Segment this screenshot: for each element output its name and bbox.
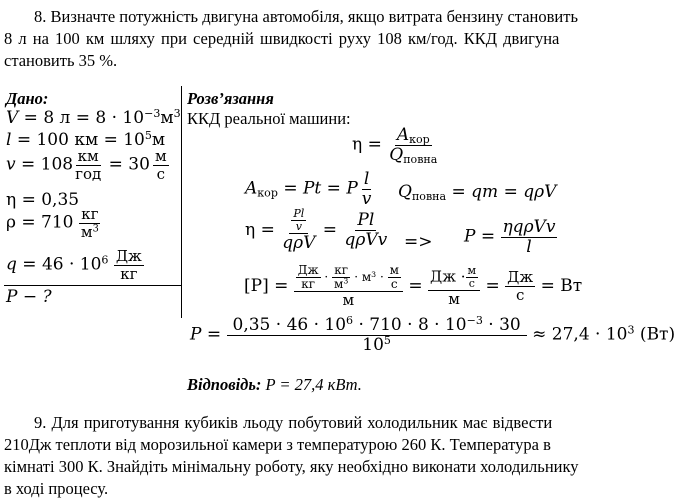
formula-work-eq2: =	[321, 178, 347, 199]
formula-heat-var: Q	[398, 182, 412, 202]
units-num-kg: кг	[301, 277, 316, 292]
implies-arrow: =>	[404, 232, 433, 252]
formula-power-lhs: P =	[464, 226, 501, 247]
formula-efficiency-num-sub: кор	[409, 132, 430, 146]
calc-num-e2: −3	[466, 313, 483, 327]
units-dot: ·	[324, 270, 329, 285]
calc-den: 10	[362, 334, 384, 355]
formula-total-heat	[398, 182, 556, 202]
problem8-line3: становить 35 %.	[4, 51, 118, 70]
given-density-var: ρ	[6, 212, 16, 233]
formula-eff2-inner-den: v	[295, 220, 302, 234]
units-den-m: м	[342, 291, 355, 310]
given-speed-ms-num: м	[154, 147, 167, 165]
given-speed-kmh-den: год	[75, 164, 102, 183]
formula-eff2-inner-num: Pl	[293, 207, 305, 220]
solution-heading: Розв’язання	[187, 89, 274, 108]
units-r2-num: Дж	[507, 268, 534, 287]
calc-num-b: · 710 · 8 · 10	[353, 315, 467, 335]
formula-work-eq1: =	[277, 178, 303, 199]
given-efficiency-var: η	[6, 190, 17, 210]
formula-useful-work	[245, 170, 373, 208]
given-speed-eq: = 108	[15, 154, 74, 175]
calc-unit: (Вт)	[634, 324, 675, 345]
formula-power	[464, 218, 557, 256]
formula-efficiency-lhs: η =	[352, 134, 382, 155]
problem9-line4: в ході процесу.	[4, 479, 109, 498]
calc-approx-e: 3	[627, 323, 635, 337]
units-r2-den: с	[515, 285, 525, 304]
given-heading: Дано:	[6, 89, 49, 108]
given-heat-var: q	[6, 254, 17, 275]
formula-work-sub: кор	[257, 186, 278, 200]
problem8-line1: 8. Визначте потужність двигуна автомобіля, якщо витрата бензину становить	[34, 7, 578, 26]
formula-efficiency-def	[352, 126, 439, 164]
units-r-frac-den: с	[468, 277, 475, 291]
units-num-m: м	[334, 277, 344, 292]
formula-efficiency-num-var: A	[396, 125, 410, 145]
given-volume-exp: −3	[144, 106, 161, 120]
formula-efficiency-den-var: Q	[389, 144, 404, 165]
units-num-kg2: кг	[334, 263, 349, 277]
given-length-exp: 5	[144, 128, 152, 142]
given-volume	[6, 108, 181, 128]
given-volume-eq: = 8 л = 8 · 10	[18, 108, 145, 128]
answer-label: Відповідь:	[187, 375, 262, 394]
given-length-var: l	[6, 130, 12, 150]
calc-den-e: 5	[383, 333, 391, 347]
units-num-ms-num: м	[389, 263, 399, 277]
formula-efficiency-expanded	[245, 208, 389, 253]
formula-eff2-den1: qρV	[282, 233, 316, 254]
given-speed	[6, 148, 169, 182]
units-lhs: [P] =	[244, 275, 289, 296]
given-heat-den: кг	[120, 264, 138, 283]
solution-intro: ККД реальної машини:	[187, 109, 351, 128]
formula-eff2-den2: qρVv	[344, 229, 388, 250]
given-speed-ms-den: с	[156, 164, 165, 183]
given-density	[6, 206, 101, 240]
units-dot2: ·	[379, 270, 384, 285]
formula-work-var: A	[245, 178, 258, 199]
calc-num-a: 0,35 · 46 · 10	[232, 315, 347, 335]
given-heat-value	[6, 248, 144, 282]
formula-units	[244, 264, 582, 309]
calc-num-c: · 30	[482, 315, 521, 335]
given-length-unit: м	[151, 130, 166, 150]
given-heat-exp: 6	[101, 253, 109, 267]
given-density-den: м	[80, 222, 93, 241]
formula-eff2-lhs: η =	[245, 219, 275, 240]
units-num-joule: Дж	[297, 263, 319, 277]
given-volume-unit-exp: 3	[173, 106, 181, 120]
units-num-m-exp: 3	[343, 276, 349, 286]
calc-approx: ≈ 27,4 · 10	[526, 324, 628, 345]
problem9-line3: кімнаті 300 К. Знайдіть мінімальну роботу, яку необхідно виконати холодильнику	[4, 457, 579, 476]
formula-calculation	[190, 313, 675, 355]
formula-work-num: l	[363, 169, 370, 189]
given-volume-unit: м	[160, 108, 174, 128]
formula-work-pt: Pt	[302, 178, 322, 199]
formula-eff2-eq: =	[317, 219, 343, 240]
given-heat-num: Дж	[115, 247, 142, 265]
given-volume-var: V	[6, 108, 19, 128]
problem8-line2: 8 л на 100 км шляху при середній швидкості руху 108 км/год. ККД двигуна	[4, 29, 560, 48]
given-heat-eq: = 46 · 10	[16, 254, 102, 275]
given-divider-horizontal	[4, 285, 181, 286]
units-r-frac-num: м	[467, 264, 477, 278]
units-eq1: =	[402, 275, 429, 296]
find-target	[6, 287, 52, 307]
problem9-line2: 210Дж теплоти від морозильної камери з температурою 260 К. Температура в	[4, 435, 551, 454]
find-target-text: P − ?	[6, 287, 52, 307]
calc-num-e1: 6	[346, 313, 354, 327]
formula-efficiency-den-sub: повна	[403, 152, 438, 166]
given-efficiency-eq: = 0,35	[16, 190, 80, 210]
units-r-num: Дж ·	[430, 267, 466, 286]
units-r-den: м	[448, 290, 460, 309]
formula-eff2-num2: Pl	[357, 210, 375, 231]
given-length-eq: = 100 км = 10	[11, 130, 145, 150]
given-speed-kmh-num: км	[77, 147, 99, 165]
formula-work-p: P	[346, 178, 358, 199]
given-density-num: кг	[81, 205, 99, 223]
answer-value: P = 27,4 кВт.	[261, 375, 362, 394]
calc-lhs: P =	[190, 324, 227, 345]
given-density-den-exp: 3	[92, 223, 99, 235]
units-num-m3-exp: 3	[371, 269, 377, 279]
problem9-line1: 9. Для приготування кубиків льоду побутовий холодильник має відвести	[34, 413, 553, 432]
units-eq3: = Вт	[535, 275, 583, 296]
answer-line	[187, 374, 362, 396]
given-speed-var: v	[6, 154, 16, 175]
units-num-m3: · м	[354, 270, 372, 285]
units-eq2: =	[480, 275, 506, 296]
given-speed-eq2: = 30	[103, 154, 150, 175]
given-divider-vertical	[181, 86, 182, 318]
units-num-ms-den: с	[390, 277, 398, 292]
formula-power-den: l	[526, 236, 532, 257]
formula-work-den: v	[361, 188, 372, 209]
formula-heat-rhs: = qm = qρV	[446, 182, 557, 202]
formula-heat-sub: повна	[411, 189, 447, 203]
formula-power-num: ηqρVv	[502, 217, 556, 237]
given-density-eq: = 710	[16, 212, 74, 233]
